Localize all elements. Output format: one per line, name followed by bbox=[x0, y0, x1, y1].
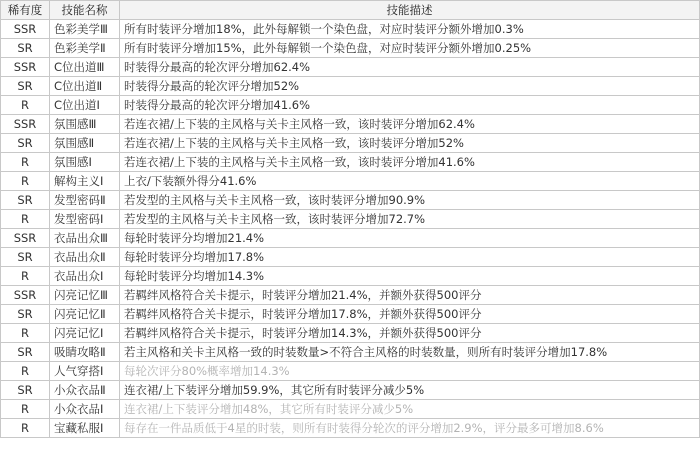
table-row bbox=[1, 77, 700, 96]
table-row bbox=[1, 305, 700, 324]
table-row bbox=[1, 191, 700, 210]
table-row bbox=[1, 267, 700, 286]
skill-name-cell: 色彩美学Ⅱ bbox=[50, 39, 120, 58]
table-row bbox=[1, 96, 700, 115]
skill-desc-cell: 每轮时装评分均增加21.4% bbox=[120, 229, 700, 248]
table-row bbox=[1, 229, 700, 248]
skill-name-cell: 闪亮记忆Ⅰ bbox=[50, 324, 120, 343]
rarity-cell: SSR bbox=[1, 58, 50, 77]
table-row bbox=[1, 39, 700, 58]
rarity-cell: SR bbox=[1, 248, 50, 267]
table-row bbox=[1, 210, 700, 229]
rarity-cell: SSR bbox=[1, 115, 50, 134]
skill-desc-cell: 时装得分最高的轮次评分增加62.4% bbox=[120, 58, 700, 77]
skill-desc-cell: 所有时装评分增加15%，此外每解锁一个染色盘，对应时装评分额外增加0.25% bbox=[120, 39, 700, 58]
skill-desc-cell: 若羁绊风格符合关卡提示，时装评分增加21.4%，并额外获得500评分 bbox=[120, 286, 700, 305]
skill-name-cell: 小众衣品Ⅰ bbox=[50, 400, 120, 419]
table-header-row bbox=[1, 1, 700, 20]
skill-name-cell: C位出道Ⅰ bbox=[50, 96, 120, 115]
rarity-cell: SR bbox=[1, 343, 50, 362]
skill-name-cell: 氛围感Ⅱ bbox=[50, 134, 120, 153]
skill-name-cell: 吸睛攻略Ⅱ bbox=[50, 343, 120, 362]
rarity-cell: SR bbox=[1, 134, 50, 153]
skill-name-cell: 宝藏私服Ⅰ bbox=[50, 419, 120, 438]
rarity-cell: SSR bbox=[1, 229, 50, 248]
skill-desc-cell: 若发型的主风格与关卡主风格一致，该时装评分增加90.9% bbox=[120, 191, 700, 210]
skill-name-cell: 人气穿搭Ⅰ bbox=[50, 362, 120, 381]
skill-desc-cell: 连衣裙/上下装评分增加59.9%，其它所有时装评分减少5% bbox=[120, 381, 700, 400]
rarity-cell: R bbox=[1, 419, 50, 438]
skill-desc-cell: 每轮次评分80%概率增加14.3% bbox=[120, 362, 700, 381]
skill-name-cell: 发型密码Ⅱ bbox=[50, 191, 120, 210]
skill-desc-cell: 时装得分最高的轮次评分增加41.6% bbox=[120, 96, 700, 115]
table-row bbox=[1, 58, 700, 77]
rarity-cell: R bbox=[1, 210, 50, 229]
skill-name-cell: C位出道Ⅱ bbox=[50, 77, 120, 96]
skill-desc-cell: 若发型的主风格与关卡主风格一致，该时装评分增加72.7% bbox=[120, 210, 700, 229]
skill-desc-cell: 每轮时装评分均增加17.8% bbox=[120, 248, 700, 267]
rarity-cell: R bbox=[1, 96, 50, 115]
rarity-cell: SR bbox=[1, 39, 50, 58]
skill-name-cell: 衣品出众Ⅲ bbox=[50, 229, 120, 248]
skill-desc-cell: 时装得分最高的轮次评分增加52% bbox=[120, 77, 700, 96]
table-row bbox=[1, 286, 700, 305]
table-row bbox=[1, 362, 700, 381]
skill-desc-cell: 每存在一件品质低于4星的时装，则所有时装得分轮次的评分增加2.9%，评分最多可增加8.6% bbox=[120, 419, 700, 438]
rarity-cell: R bbox=[1, 324, 50, 343]
table-row bbox=[1, 153, 700, 172]
skill-desc-cell: 若连衣裙/上下装的主风格与关卡主风格一致，该时装评分增加52% bbox=[120, 134, 700, 153]
rarity-cell: SR bbox=[1, 381, 50, 400]
rarity-cell: R bbox=[1, 267, 50, 286]
table-row bbox=[1, 115, 700, 134]
skill-name-cell: 发型密码Ⅰ bbox=[50, 210, 120, 229]
rarity-cell: R bbox=[1, 400, 50, 419]
rarity-cell: SR bbox=[1, 77, 50, 96]
skill-name-cell: 闪亮记忆Ⅱ bbox=[50, 305, 120, 324]
rarity-cell: R bbox=[1, 172, 50, 191]
table-row bbox=[1, 20, 700, 39]
rarity-cell: SR bbox=[1, 305, 50, 324]
table-row bbox=[1, 419, 700, 438]
skill-name-cell: 小众衣品Ⅱ bbox=[50, 381, 120, 400]
skill-desc-cell: 若主风格和关卡主风格一致的时装数量>不符合主风格的时装数量，则所有时装评分增加17.8% bbox=[120, 343, 700, 362]
skill-desc-cell: 连衣裙/上下装评分增加48%，其它所有时装评分减少5% bbox=[120, 400, 700, 419]
skill-desc-cell: 若羁绊风格符合关卡提示，时装评分增加17.8%，并额外获得500评分 bbox=[120, 305, 700, 324]
header-skill-name: 技能名称 bbox=[50, 1, 120, 20]
rarity-cell: SSR bbox=[1, 20, 50, 39]
table-row bbox=[1, 134, 700, 153]
skill-desc-cell: 若羁绊风格符合关卡提示，时装评分增加14.3%，并额外获得500评分 bbox=[120, 324, 700, 343]
skill-name-cell: 氛围感Ⅰ bbox=[50, 153, 120, 172]
skill-name-cell: 闪亮记忆Ⅲ bbox=[50, 286, 120, 305]
table-row bbox=[1, 381, 700, 400]
skill-desc-cell: 若连衣裙/上下装的主风格与关卡主风格一致，该时装评分增加41.6% bbox=[120, 153, 700, 172]
table-row bbox=[1, 248, 700, 267]
skill-name-cell: 衣品出众Ⅱ bbox=[50, 248, 120, 267]
skill-name-cell: C位出道Ⅲ bbox=[50, 58, 120, 77]
rarity-cell: SSR bbox=[1, 286, 50, 305]
skill-name-cell: 衣品出众Ⅰ bbox=[50, 267, 120, 286]
skill-desc-cell: 每轮时装评分均增加14.3% bbox=[120, 267, 700, 286]
table-row bbox=[1, 172, 700, 191]
skill-name-cell: 氛围感Ⅲ bbox=[50, 115, 120, 134]
table-row bbox=[1, 324, 700, 343]
skill-desc-cell: 上衣/下装额外得分41.6% bbox=[120, 172, 700, 191]
skill-name-cell: 色彩美学Ⅲ bbox=[50, 20, 120, 39]
header-rarity: 稀有度 bbox=[1, 1, 50, 20]
rarity-cell: R bbox=[1, 153, 50, 172]
header-skill-desc: 技能描述 bbox=[120, 1, 700, 20]
table-row bbox=[1, 400, 700, 419]
rarity-cell: SR bbox=[1, 191, 50, 210]
skill-name-cell: 解构主义Ⅰ bbox=[50, 172, 120, 191]
skill-desc-cell: 若连衣裙/上下装的主风格与关卡主风格一致，该时装评分增加62.4% bbox=[120, 115, 700, 134]
rarity-cell: R bbox=[1, 362, 50, 381]
skill-desc-cell: 所有时装评分增加18%，此外每解锁一个染色盘，对应时装评分额外增加0.3% bbox=[120, 20, 700, 39]
table-row bbox=[1, 343, 700, 362]
